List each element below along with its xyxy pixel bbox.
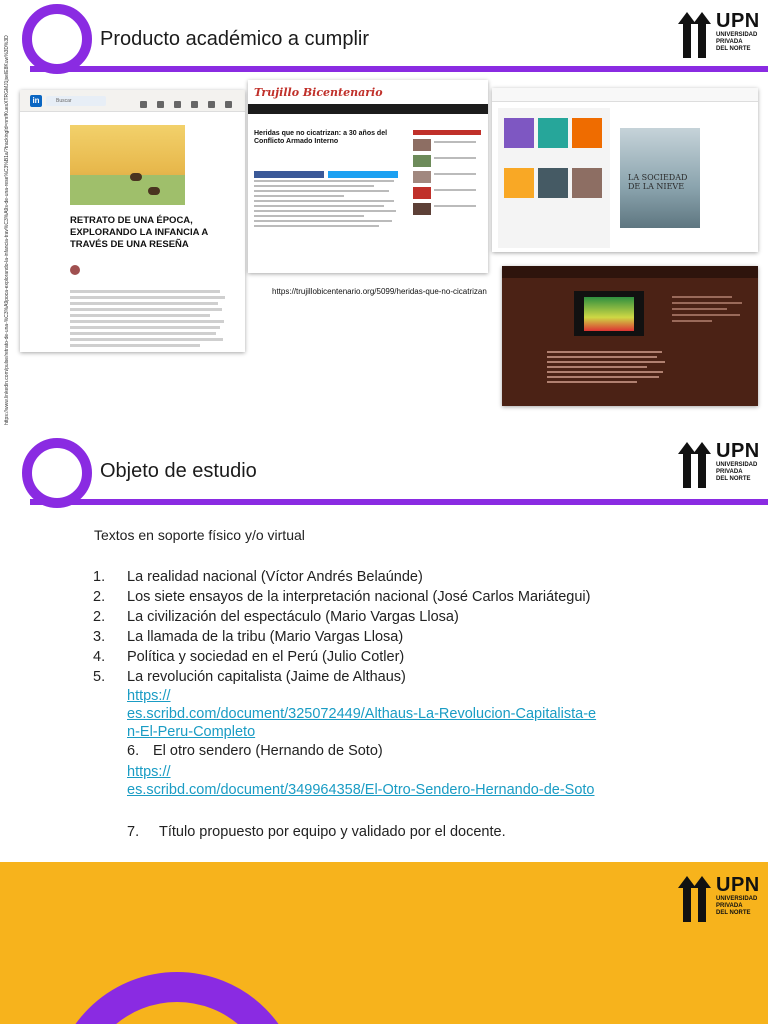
slide-producto-academico — [0, 0, 768, 430]
upn-arrows-icon — [678, 442, 712, 488]
blog-topbar — [492, 88, 758, 102]
article-title: RETRATO DE UNA ÉPOCA, EXPLORANDO LA INFANCIA A TRAVÉS DE UNA RESEÑA — [70, 215, 208, 250]
slide-objeto-de-estudio: Objeto de estudio UPN UNIVERSIDAD PRIVADA DEL NORTE Textos en soporte físico y/o virtual 1. La realidad nacional (Víctor Andrés Belaúnde) 2. Los siete ensayos de la interpretación nacional (José Carlos Mariátegui) 2. La civilización del espectáculo (Mario Vargas Llosa) 3. La llamada de la tribu (Mario Vargas Llosa) 4. Política y sociedad en el Perú (Julio Cotler) 5. La revolución capitalista (Jaime de Althaus) https:// es.scribd.com/document/325072449/Althaus-La-Revolucion-Capitalista-e n-El-Peru-Completo 6. El otro sendero (Hernando de Soto) https:// es.scribd.com/document/349964358/El-Otro-Sendero-Hernando-de-Soto 7. Título propuesto por equipo y validado por el docente. — [0, 430, 768, 862]
scribd-link-de-soto[interactable]: https:// es.scribd.com/document/349964358/El-Otro-Sendero-Hernando-de-Soto — [127, 764, 595, 798]
upn-arrows-icon — [678, 876, 712, 922]
linkedin-nav-icons — [140, 95, 242, 113]
header-bar — [30, 66, 768, 72]
site-nav-bar — [248, 104, 488, 114]
decorative-ring — [22, 4, 92, 74]
list-item: 3. La llamada de la tribu (Mario Vargas Llosa) — [93, 629, 404, 645]
article-hero-illustration — [70, 125, 185, 205]
list-item: 4. Política y sociedad en el Perú (Julio Cotler) — [93, 649, 405, 665]
linkedin-logo-icon: in — [30, 95, 42, 107]
slide-cover-yellow — [0, 862, 768, 1024]
blog-screenshot-dark — [502, 266, 758, 406]
upn-logo — [678, 440, 758, 488]
vertical-source-url: https://www.linkedin.com/pulse/retrato-de-una-%C3%A9poca-explorando-la-infancia-trav%C3%A9s-de-una-rese%C3%B1a/?trackingId=nmfKuesXTRGMJ1jseIE8Kuw%3D%3D — [4, 35, 10, 425]
news-sidebar — [413, 130, 481, 219]
list-item: 2. Los siete ensayos de la interpretación nacional (José Carlos Mariátegui) — [93, 589, 591, 605]
linkedin-article-screenshot — [20, 90, 245, 352]
upn-logo — [678, 10, 758, 58]
upn-logo — [678, 874, 758, 922]
linkedin-topbar — [20, 90, 245, 112]
article-body-text — [70, 290, 230, 350]
blog-poster-image — [574, 291, 644, 336]
reading-list — [93, 567, 713, 799]
source-url-caption[interactable]: https://trujillobicentenario.org/5099/heridas-que-no-cicatrizan — [272, 287, 487, 296]
linkedin-search: Buscar — [46, 96, 106, 106]
slide-title: Producto académico a cumplir — [100, 28, 370, 50]
decorative-ring — [22, 438, 92, 508]
slide-title: Objeto de estudio — [100, 460, 257, 482]
upn-arrows-icon — [678, 12, 712, 58]
list-item: 2. La civilización del espectáculo (Mario Vargas Llosa) — [93, 609, 459, 625]
share-buttons — [254, 165, 404, 173]
upn-wordmark: UPN — [716, 440, 760, 462]
list-item: 5. La revolución capitalista (Jaime de Althaus) — [93, 669, 406, 685]
news-body-text — [254, 180, 404, 230]
list-item: 6. El otro sendero (Hernando de Soto) — [127, 743, 383, 759]
upn-subtitle: UNIVERSIDAD PRIVADA DEL NORTE — [716, 32, 758, 52]
trujillo-logo: Trujillo Bicentenario — [254, 86, 383, 99]
news-headline: Heridas que no cicatrizan: a 30 años del Conflicto Armado Interno — [254, 130, 388, 145]
scribd-link-althaus[interactable]: https:// es.scribd.com/document/325072449/Althaus-La-Revolucion-Capitalista-e n-El-Peru-Completo — [127, 688, 597, 740]
book-cover: LA SOCIEDAD DE LA NIEVE — [620, 128, 700, 228]
intro-text: Textos en soporte físico y/o virtual — [94, 527, 305, 543]
upn-subtitle: UNIVERSIDAD PRIVADA DEL NORTE — [716, 462, 758, 482]
upn-wordmark: UPN — [716, 874, 760, 896]
list-item: 1. La realidad nacional (Víctor Andrés Belaúnde) — [93, 569, 423, 585]
trujillo-bicentenario-screenshot — [248, 80, 488, 273]
upn-wordmark: UPN — [716, 10, 760, 32]
blog-screenshot-book — [492, 88, 758, 252]
header-bar — [30, 499, 768, 505]
decorative-ring-large — [52, 972, 302, 1024]
upn-subtitle: UNIVERSIDAD PRIVADA DEL NORTE — [716, 896, 758, 916]
author-avatar — [70, 265, 80, 275]
